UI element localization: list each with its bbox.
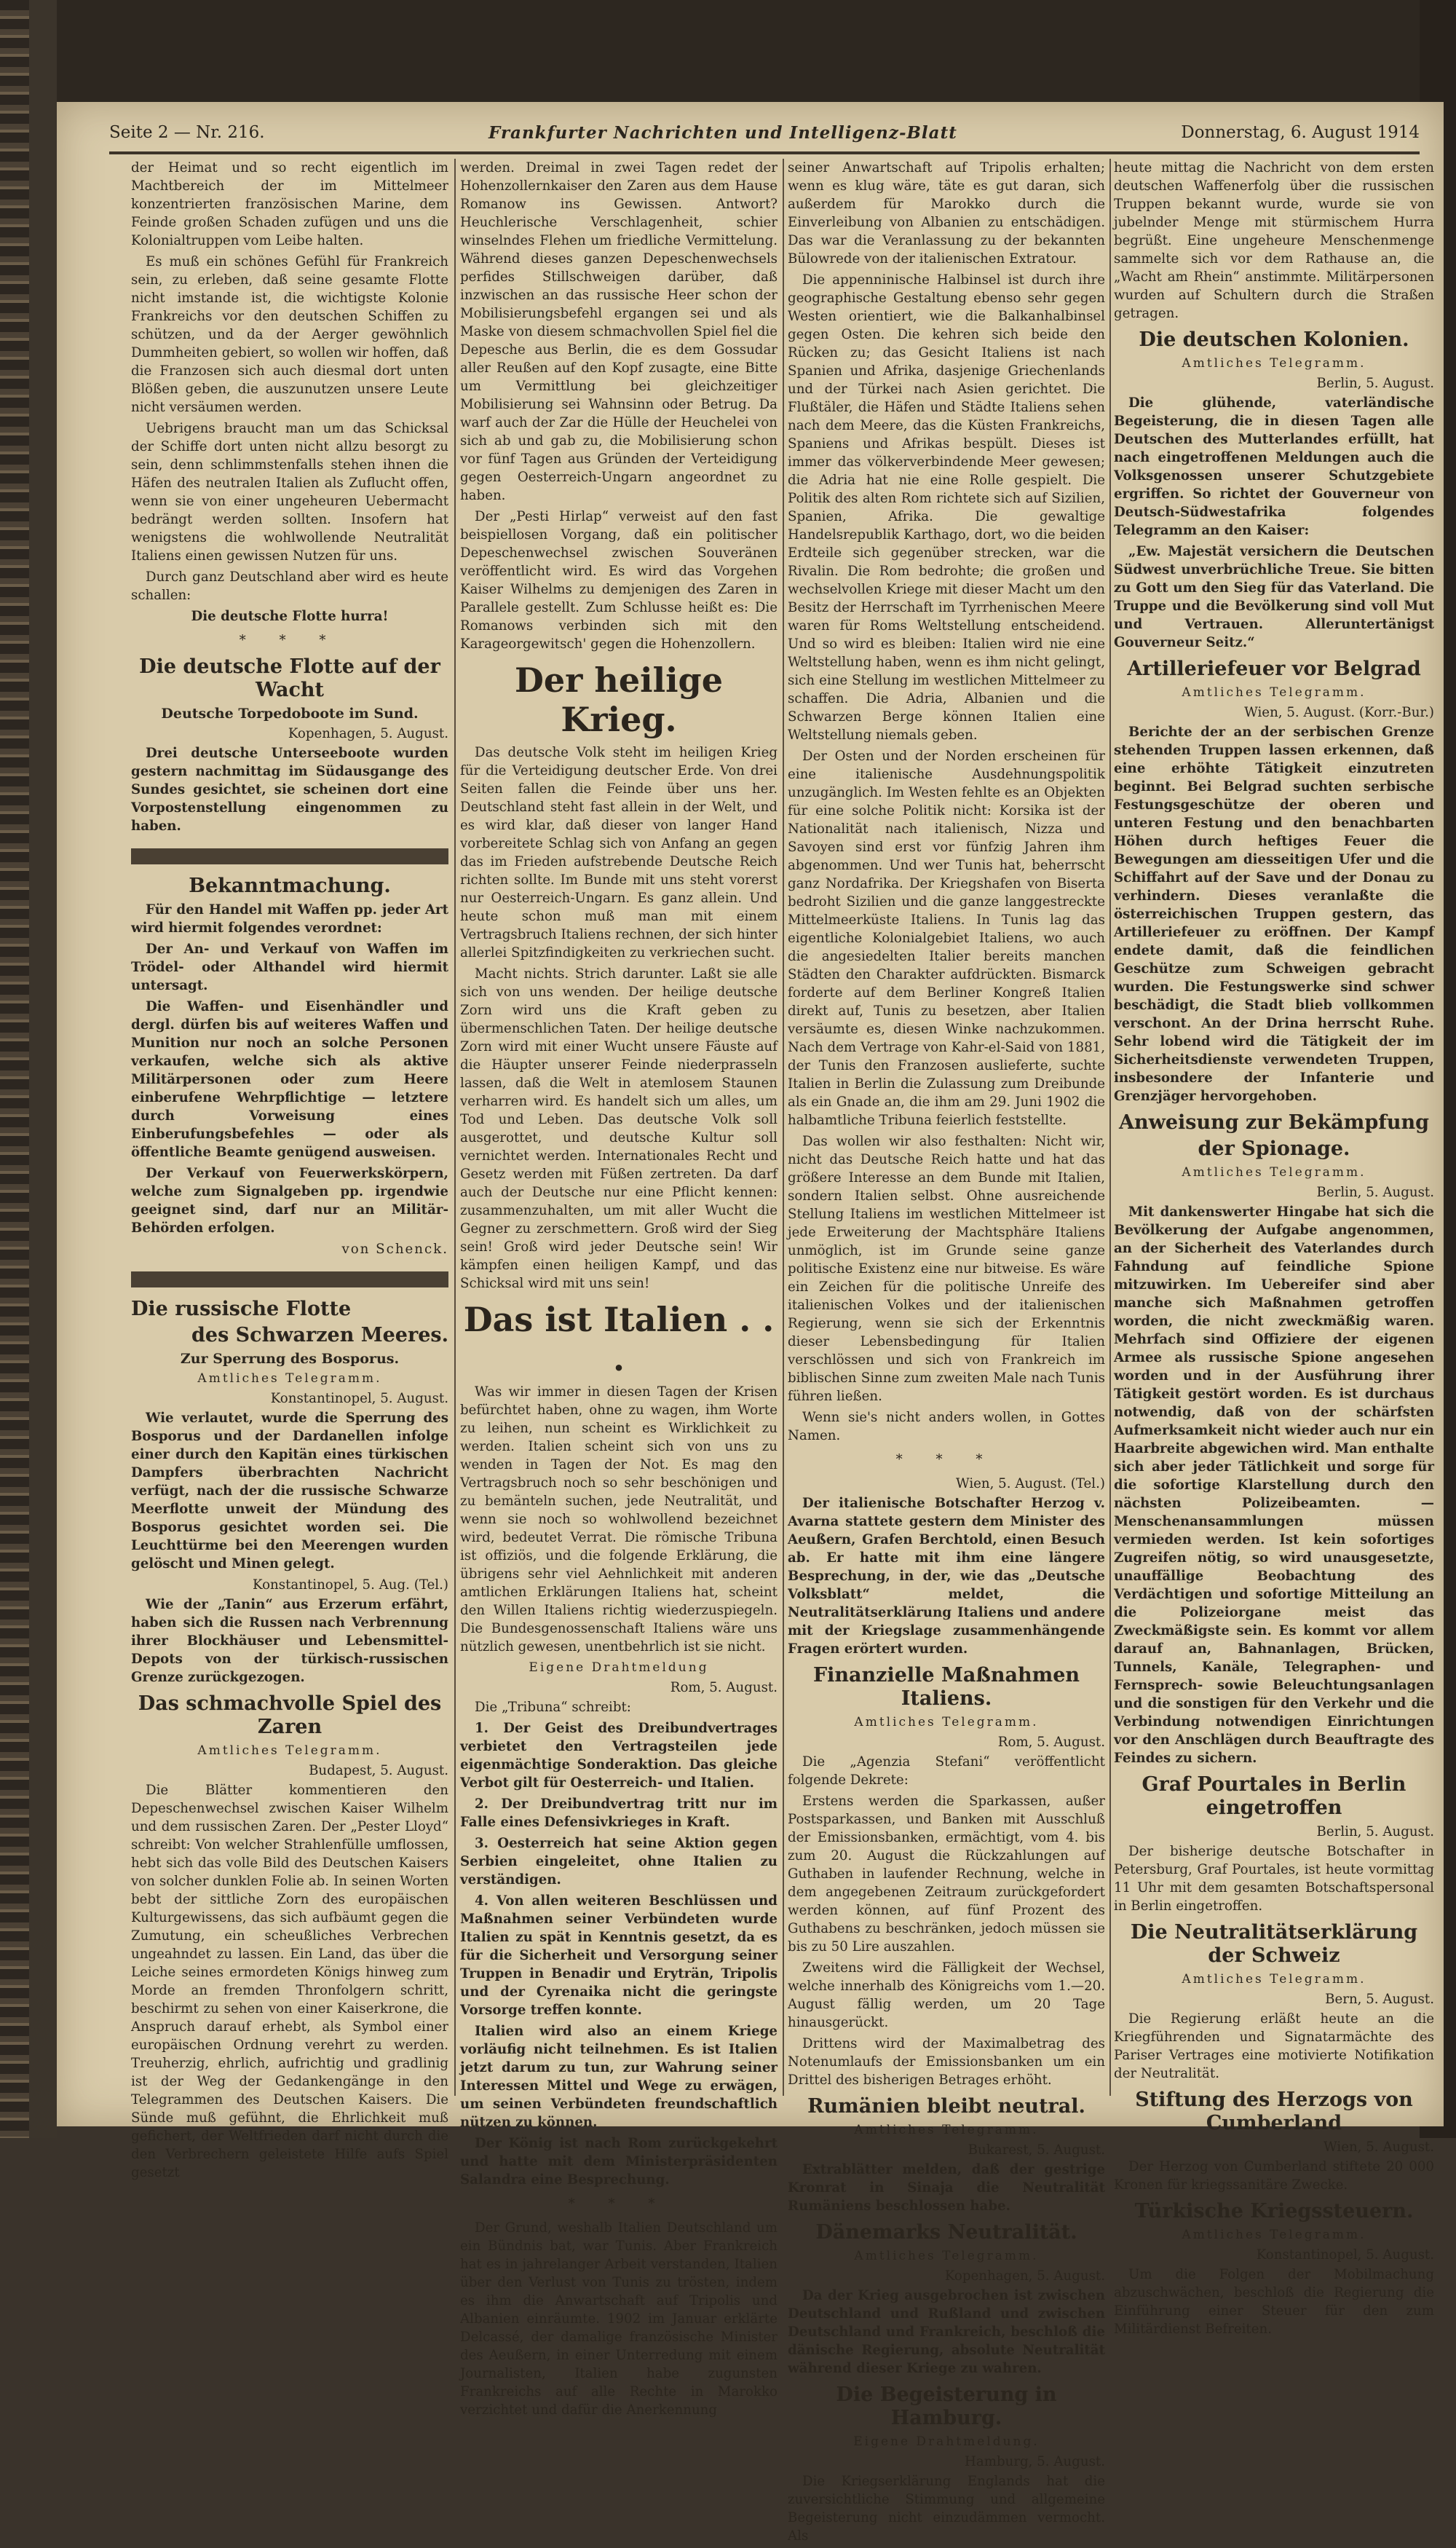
paragraph: Durch ganz Deutschland aber wird es heute schallen: xyxy=(131,569,448,603)
subheadline: Zur Sperrung des Bosporus. xyxy=(180,1351,400,1367)
paragraph: Die Regierung erläßt heute an die Kriegführenden und Signatarmächte des Pariser Vertrages eine motivierte Notifikation der Neutralität. xyxy=(1114,2011,1434,2081)
column-1 xyxy=(131,159,448,2185)
column-divider xyxy=(1109,159,1111,2096)
headline: Der heilige Krieg. xyxy=(515,660,723,739)
paragraph: Die Blätter kommentieren den Depeschenwechsel zwischen Kaiser Wilhelm und dem russischen Zaren. Der „Pester Lloyd“ schreibt: Von welcher Strahlenfülle umflossen, hebt sich das volle Bild des Deutschen Kaisers von solcher dunklen Folie ab. In seinen Worten bebt der sittliche Zorn des europäischen Kulturgewissens, das sich aufbäumt gegen die Zumutung, ein scheußliches Verbrechen ungeahndet zu lassen. Ein Land, das über die Leiche seines ermordeten Königs hinweg zum Morde an fremden Thronfolgern schritt, beschirmt zu sehen von einer Kaiserkrone, die Anspruch darauf erhebt, als Symbol einer europäischen Ordnung verehrt zu werden. Treuherzig, ehrlich, aufrichtig und gradlinig ist der Weg der Gedankengänge in den Telegrammen des Deutschen Kaisers. Die Sünde muß gefühnt, die Ehrlichkeit muß gefichert, der Weltfrieden darf nicht durch die den Verbrechern geleistete Hilfe aufs Spiel gesetzt xyxy=(131,1783,448,2180)
paragraph: Der König ist nach Rom zurückgekehrt und hatte mit dem Ministerpräsidenten Salandra eine Besprechung. xyxy=(460,2136,778,2188)
wire-label: Amtliches Telegramm. xyxy=(854,2123,1039,2137)
headline: Die Begeisterung in Hamburg. xyxy=(836,2383,1057,2429)
paragraph: Für den Handel mit Waffen pp. jeder Art wird hiermit folgendes verordnet: xyxy=(131,902,448,936)
list-item: 4. Von allen weiteren Beschlüssen und Maßnahmen seiner Verbündeten wurde Italien zu spät in Kenntnis gesetzt, da es für die Sicherheit und Versorgung seiner Truppen in Benadir und Eryträn, Tripolis und der Cyrenaika nicht die geringste Vorsorge treffen konnte. xyxy=(460,1893,778,2018)
paragraph: Erstens werden die Sparkassen, außer Postsparkassen, und Banken mit Ausschluß der Emissionsbanken, ermächtigt, vom 4. bis zum 20. August die Rückzahlungen auf Guthaben in laufender Rechnung, welche in dem angegebenen Zeitraum zurückgefordert werden können, auf fünf Prozent des Guthabens zu beschränken, jedoch müssen sie bis zu 50 Lire auszahlen. xyxy=(788,1794,1105,1955)
paragraph: Drittens wird der Maximalbetrag des Notenumlaufs der Emissionsbanken um ein Drittel des bisherigen Betrages erhöht. xyxy=(788,2036,1105,2088)
headline: Türkische Kriegssteuern. xyxy=(1134,2200,1414,2222)
dateline: Bern, 5. August. xyxy=(1325,1992,1434,2007)
paragraph: Der italienische Botschafter Herzog v. Avarna stattete gestern dem Minister des Aeußern, Grafen Berchtold, einen Besuch ab. Er hatte mit ihm eine längere Besprechung, in der, wie das „Deutsche Volksblatt“ meldet, die Neutralitätserklärung Italiens und andere mit der Kriegslage zusammenhängende Fragen erörtert wurden. xyxy=(788,1496,1105,1657)
paragraph: Italien wird also an einem Kriege vorläufig nicht teilnehmen. Es ist Italien jetzt darum zu tun, zur Wahrung seiner Interessen Mittel und Wege zu erwägen, um seinen Verbündeten freundschaftlich nützen zu können. xyxy=(460,2024,778,2130)
section-separator: * * * xyxy=(568,2196,670,2212)
column-2 xyxy=(460,159,778,2422)
paragraph: Berichte der an der serbischen Grenze stehenden Truppen lassen erkennen, daß eine erhöhte Tätigkeit einzutreten beginnt. Bei Belgrad suchten serbische Festungsgeschütze der oberen und unteren Festung und den benachbarten Höhen durch heftiges Feuer die Bewegungen am diesseitigen Ufer und die Schiffahrt auf der Save und der Donau zu verhindern. Dieses veranlaßte die österreichischen Truppen gestern, das Artilleriefeuer zu eröffnen. Der Kampf endete damit, daß die feindlichen Geschütze zum Schweigen gebracht wurden. Die Festungswerke sind schwer beschädigt, die Stadt blieb vollkommen verschont. An der Drina herrscht Ruhe. Sehr lobend wird die Tätigkeit der im Sicherheitsdienste verwendeten Truppen, insbesondere der Infanterie und Grenzjäger hervorgehoben. xyxy=(1114,725,1434,1104)
column-3 xyxy=(788,159,1105,2548)
headline: Das schmachvolle Spiel des Zaren xyxy=(138,1692,442,1738)
dateline: Rom, 5. August. xyxy=(997,1735,1105,1750)
wire-label: Amtliches Telegramm. xyxy=(1182,2228,1366,2242)
paragraph: Der An- und Verkauf von Waffen im Trödel- oder Althandel wird hiermit untersagt. xyxy=(131,942,448,993)
masthead xyxy=(109,117,1420,149)
wire-label: Amtliches Telegramm. xyxy=(854,1715,1039,1729)
dateline: Berlin, 5. August. xyxy=(1316,1185,1434,1200)
section-separator: * * * xyxy=(895,1452,997,1467)
paragraph: Um die Folgen der Mobilmachung abzuschwächen, beschloß die Regierung die Einführung einer Steuer für den zum Militärdienst Befreiten. xyxy=(1114,2267,1434,2337)
headline: Artilleriefeuer vor Belgrad xyxy=(1127,658,1421,680)
headline: Die deutsche Flotte auf der Wacht xyxy=(139,655,440,701)
headline: Rumänien bleibt neutral. xyxy=(807,2095,1085,2118)
dateline: Berlin, 5. August. xyxy=(1316,376,1434,391)
wire-label: Amtliches Telegramm. xyxy=(1182,1165,1366,1180)
paragraph: Der Grund, weshalb Italien Deutschland um ein Bündnis bat, war Tunis. Aber Frankreich hat es in jahrelanger Arbeit verstanden, Italien über den Verlust von Tunis zu trösten, indem es ihm die Anwartschaft auf Tripolis und Albanien einräumte. 1902 im Januar erklärte Delcassé, der damalige französische Minister des Aeußern, in einer Unterredung mit einem Journalisten, Italien habe zugunsten Frankreichs auf alle Rechte in Marokko verzichtet und dafür die Anerkennung xyxy=(460,2220,778,2418)
paragraph: Uebrigens braucht man um das Schicksal der Schiffe dort unten nicht allzu besorgt zu sein, denn schlimmstenfalls stehen ihnen die Häfen des neutralen Italien als Zuflucht offen, wenn sie von einer ungeheuren Uebermacht bedrängt werden sollten. Insofern hat wenigstens die wohlwollende Neutralität Italiens einen gewissen Nutzen für uns. xyxy=(131,421,448,564)
wire-label: Amtliches Telegramm. xyxy=(1182,685,1366,700)
wire-label: Amtliches Telegramm. xyxy=(1182,356,1366,371)
dateline: Wien, 5. August. xyxy=(1324,2139,1434,2155)
wire-label: Eigene Drahtmeldung. xyxy=(853,2434,1040,2449)
list-item: 2. Der Dreibundvertrag tritt nur im Falle eines Defensivkrieges in Kraft. xyxy=(460,1796,778,1830)
headline: Die russische Flotte xyxy=(131,1298,352,1320)
paragraph: Drei deutsche Unterseeboote wurden gestern nachmittag im Südausgange des Sundes gesichtet, sie scheinen dort eine Vorpostenstellung eingenommen zu haben. xyxy=(131,746,448,834)
headline: Finanzielle Maßnahmen Italiens. xyxy=(812,1664,1080,1710)
paragraph: Das wollen wir also festhalten: Nicht wir, nicht das Deutsche Reich hatte und hat das größere Interesse an dem Bunde mit Italien, sondern Italien selbst. Ohne ausreichende Stellung Italiens im westlichen Mittelmeer ist jede Erweiterung der Machtsphäre Italiens unmöglich, ist im Grunde seine ganze politische Existenz eine nur bitweise. Es wäre ein Zeichen für die politische Unreife des italienischen Volkes und der italienischen Regierung, wenn sie sich der Erkenntnis dieser Lebensbedingung für Italien verschlössen und sich von Frankreich im biblischen Sinne zum zweiten Male nach Tunis führen ließen. xyxy=(788,1134,1105,1404)
paragraph: werden. Dreimal in zwei Tagen redet der Hohenzollernkaiser den Zaren aus dem Hause Romanow ins Gewissen. Antwort? Heuchlerische Verschlagenheit, schier winselndes Flehen um friedliche Vermittelung. Während dieses ganzen Depeschenwechsels perfides Stillschweigen darüber, daß inzwischen an das russische Heer schon der Mobilisierungsbefehl ergangen sei und als Maske von diesem schmachvollen Spiel fiel die Depesche aus Berlin, die es dem Gossudar aller Reußen auf den Kopf zusagte, eine Bitte um Vermittlung bei gleichzeitiger Mobilisierung sei Wahnsinn oder Betrug. Da warf auch der Zar die Hülle der Heuchelei von sich ab und gab zu, die Mobilisierung schon vor fünf Tagen aus Gründen der Verteidigung gegen Oesterreich-Ungarn angeordnet zu haben. xyxy=(460,160,778,503)
headline: Bekanntmachung. xyxy=(189,875,391,897)
dateline: Budapest, 5. August. xyxy=(309,1763,448,1778)
paragraph: Extrablätter melden, daß der gestrige Kronrat in Sinaja die Neutralität Rumäniens beschlossen habe. xyxy=(788,2162,1105,2214)
headline: Dänemarks Neutralität. xyxy=(815,2221,1077,2244)
headline: der Spionage. xyxy=(1198,1137,1350,1160)
headline: des Schwarzen Meeres. xyxy=(191,1324,448,1346)
list-item: 3. Oesterreich hat seine Aktion gegen Serbien eingeleitet, ohne Italien zu verständigen. xyxy=(460,1836,778,1888)
wire-label: Amtliches Telegramm. xyxy=(1182,1972,1366,1987)
column-divider xyxy=(783,159,784,2096)
dateline: Konstantinopel, 5. Aug. (Tel.) xyxy=(253,1577,448,1593)
issue-date: Donnerstag, 6. August 1914 xyxy=(1181,123,1420,142)
dateline: Konstantinopel, 5. August. xyxy=(1256,2247,1434,2263)
column-divider xyxy=(454,159,456,2096)
paragraph: der Heimat und so recht eigentlich im Machtbereich der im Mittelmeer konzentrierten französischen Marine, dem Feinde großen Schaden zufügen und uns die Kolonialtruppen vom Leibe halten. xyxy=(131,160,448,248)
wire-label: Amtliches Telegramm. xyxy=(197,1743,382,1758)
dateline: Bukarest, 5. August. xyxy=(968,2142,1105,2158)
paragraph: Die „Agenzia Stefani“ veröffentlicht folgende Dekrete: xyxy=(788,1754,1105,1788)
dateline: Wien, 5. August. (Korr.-Bur.) xyxy=(1244,705,1434,720)
section-separator: * * * xyxy=(239,633,341,648)
page-number: Seite 2 — Nr. 216. xyxy=(109,123,265,142)
wire-label: Amtliches Telegramm. xyxy=(197,1371,382,1386)
paragraph: Wenn sie's nicht anders wollen, in Gottes Namen. xyxy=(788,1410,1105,1443)
headline: Die Neutralitätserklärung der Schweiz xyxy=(1130,1921,1418,1967)
dateline: Hamburg, 5. August. xyxy=(965,2454,1105,2469)
paragraph: Die glühende, vaterländische Begeisterung, die in diesen Tagen alle Deutschen des Mutterlandes erfüllt, hat nach eingetroffenen Meldungen auch die Volksgenossen unserer Schutzgebiete ergriffen. So richtet der Gouverneur von Deutsch-Südwestafrika folgendes Telegramm an den Kaiser: xyxy=(1114,395,1434,538)
paragraph: Die Waffen- und Eisenhändler und dergl. dürfen bis auf weiteres Waffen und Munition nur noch an solche Personen verkaufen, welche sich als aktive Militärpersonen oder zum Heere einberufene Wehrpflichtige — letztere durch Vorweisung eines Einberufungsbefehles — oder als öffentliche Beamte genügend ausweisen. xyxy=(131,999,448,1160)
list-item: 1. Der Geist des Dreibundvertrages verbietet den Vertragsteilen jede eigenmächtige Sonderaktion. Das gleiche Verbot gilt für Oesterreich- und Italien. xyxy=(460,1721,778,1791)
headline: Die deutschen Kolonien. xyxy=(1139,328,1409,351)
paragraph: Das deutsche Volk steht im heiligen Krieg für die Verteidigung deutscher Erde. Von drei Seiten fallen die Feinde über uns her. Deutschland steht fast allein in der Welt, und es wird klar, daß dieser von langer Hand vorbereitete Schlag sich von Anfang an gegen das im Frieden aufstrebende Deutsche Reich richten sollte. Im Bunde mit uns steht vorerst nur Oesterreich-Ungarn. Es ganz allein. Und heute schon muß man mit einem Vertragsbruch Italiens rechnen, der sich hinter allerlei Spitzfindigkeiten zu verkriechen sucht. xyxy=(460,745,778,961)
paragraph: Die appenninische Halbinsel ist durch ihre geographische Gestaltung ebenso sehr gegen Westen orientiert, wie die Balkanhalbinsel gegen Osten. Die kehren sich beide den Rücken zu; das Gesicht Italiens ist nach Spanien und Afrika, dasjenige Griechenlands und der Türkei nach Asien gerichtet. Die Flußtäler, die Häfen und Städte Italiens sehen nach dem Meere, das die Küsten Frankreichs, Spaniens und Afrikas bespült. Dieses ist immer das völkerverbindende Meer gewesen; die Adria hat nie eine Rolle gespielt. Die Politik des alten Rom richtete sich auf Sizilien, Spanien, Afrika. Die gewaltige Handelsrepublik Karthago, dort, wo die beiden Erdteile sich gegenüber strecken, war die Rivalin. Die Rom bedrohte; die großen und wechselvollen Kriege mit dieser Macht um den Besitz der Herrschaft im Tyrrhenischen Meere waren für Roms Weltstellung entscheidend. Und so wird es bleiben: Italien wird nie eine Weltstellung haben, wenn es ihm nicht gelingt, sich eine Stellung im westlichen Mittelmeer zu schaffen. Die Adria, Albanien und die Schwarzen Berge können Italien eine Weltstellung niemals geben. xyxy=(788,272,1105,743)
paragraph: Der Herzog von Cumberland stiftete 20 000 Kronen für kriegssanitäre Zwecke. xyxy=(1114,2159,1434,2193)
paragraph: Zweitens wird die Fälligkeit der Wechsel, welche innerhalb des Königreichs vom 1.—20. August fällig werden, um 20 Tage hinausgerückt. xyxy=(788,1960,1105,2030)
dateline: Wien, 5. August. (Tel.) xyxy=(955,1476,1105,1491)
dateline: Berlin, 5. August. xyxy=(1316,1824,1434,1839)
headline: Das ist Italien . . . xyxy=(463,1300,775,1378)
column-4 xyxy=(1114,159,1434,2341)
dateline: Rom, 5. August. xyxy=(670,1680,778,1695)
paragraph: Die Kriegserklärung Englands hat die zuversichtliche Stimmung und allgemeine Begeisterung nicht einzudämmen vermocht. Als xyxy=(788,2474,1105,2544)
black-rule xyxy=(131,1271,448,1287)
subheadline: Deutsche Torpedoboote im Sund. xyxy=(161,706,419,722)
dateline: Konstantinopel, 5. August. xyxy=(270,1391,448,1406)
signature: von Schenck. xyxy=(341,1242,448,1257)
paragraph: Was wir immer in diesen Tagen der Krisen befürchtet haben, ohne zu wagen, ihm Worte zu leihen, nun scheint es Wirklichkeit zu werden. Italien scheint sich von uns zu wenden in Tagen der Not. Es mag den Vertragsbruch noch so sehr beschönigen und zu bemänteln suchen, jede Neutralität, und wenn sie noch so wohlwollend bezeichnet wird, bedeutet Verrat. Die römische Tribuna ist offiziös, und die folgende Erklärung, die übrigens sehr viel Aehnlichkeit mit anderen amtlichen Erklärungen Italiens hat, scheint den Willen Italiens richtig wiederzuspiegeln. Die Bundesgenossenschaft Italiens wäre uns nützlich gewesen, unentbehrlich ist sie nicht. xyxy=(460,1384,778,1654)
paragraph: seiner Anwartschaft auf Tripolis erhalten; wenn es klug wäre, täte es gut daran, sich außerdem für Marokko durch die Einverleibung von Albanien zu entschädigen. Das war die Veranlassung zu der bekannten Bülowrede von der italienischen Extratour. xyxy=(788,160,1105,267)
dateline: Kopenhagen, 5. August. xyxy=(944,2268,1105,2284)
wire-label: Eigene Drahtmeldung xyxy=(529,1660,709,1675)
paragraph: „Ew. Majestät versichern die Deutschen Südwest unverbrüchliche Treue. Sie bitten zu Gott um den Sieg für das Vaterland. Die Truppe und die Bevölkerung sind voll Mut und Vertrauen. Alleruntertänigst Gouverneur Seitz.“ xyxy=(1114,544,1434,650)
scan-top-edge xyxy=(0,0,1456,102)
paragraph: Da der Krieg ausgebrochen ist zwischen Deutschland und Rußland und zwischen Deutschland und Frankreich, beschloß die dänische Regierung, absolute Neutralität während dieser Kriege zu wahren. xyxy=(788,2288,1105,2376)
paragraph: Wie der „Tanin“ aus Erzerum erfährt, haben sich die Russen nach Verbrennung ihrer Blockhäuser und Lebensmittel-Depots von der türkisch-russischen Grenze zurückgezogen. xyxy=(131,1597,448,1685)
paragraph: Mit dankenswerter Hingabe hat sich die Bevölkerung der Aufgabe angenommen, an der Sicherheit des Vaterlandes durch Fahndung auf feindliche Spione mitzuwirken. Im Uebereifer sind aber manche sich Maßnahmen getroffen worden, die nicht zweckmäßig waren. Mehrfach sind Offiziere der eigenen Armee als russische Spione angesehen worden und in der Ausführung ihrer Tätigkeit gestört worden. Es ist durchaus notwendig, daß von der schärfsten Aufmerksamkeit nicht wieder auch nur ein Haarbreite abgewichen wird. Man enthalte sich aber jeder Tätlichkeit und sorge für die sofortige Klarstellung durch den nächsten Polizeibeamten. — Menschenansammlungen müssen vermieden werden. Ist kein sofortiges Zugreifen nötig, so wird unausgesetzte, unauffällige Beobachtung des Verdächtigen und sofortige Mitteilung an die Polizeiorgane meist das Zweckmäßigste sein. Es kommt vor allem darauf an, Bahnanlagen, Brücken, Tunnels, Kanäle, Telegraphen- und Fernsprech- sowie Beleuchtungsanlagen und die sonstigen für den Verkehr und die Verbindung notwendigen Einrichtungen vor den Anschlägen durch Beauftragte des Feindes zu sichern. xyxy=(1114,1204,1434,1766)
paragraph: heute mittag die Nachricht von dem ersten deutschen Waffenerfolg über die russischen Truppen bekannt wurde, wurde sie von jubelnder Menge mit stürmischem Hurra begrüßt. Eine ungeheure Menschenmenge sammelte sich vor dem Rathause an, die „Wacht am Rhein“ anstimmte. Militärpersonen wurden auf Schultern durch die Straßen getragen. xyxy=(1114,160,1434,321)
paragraph: Der Verkauf von Feuerwerkskörpern, welche zum Signalgeben pp. irgendwie geeignet sind, darf nur an Militär-Behörden erfolgen. xyxy=(131,1166,448,1236)
newspaper-title: Frankfurter Nachrichten und Intelligenz-Blatt xyxy=(488,122,957,143)
headline: Anweisung zur Bekämpfung xyxy=(1119,1111,1429,1134)
paragraph: Der „Pesti Hirlap“ verweist auf den fast beispiellosen Vorgang, daß ein politischer Depeschenwechsel zwischen Souveränen veröffentlicht wird. Es wird das Vorgehen Kaiser Wilhelms zu demjenigen des Zaren in Parallele gestellt. Zum Schlusse heißt es: Die Romanows verbinden sich mit den Karageorgewitsch' gegen die Hohenzollern. xyxy=(460,509,778,652)
headline: Graf Pourtales in Berlin eingetroffen xyxy=(1142,1773,1406,1819)
paragraph: Die „Tribuna“ schreibt: xyxy=(475,1700,631,1715)
paragraph: Es muß ein schönes Gefühl für Frankreich sein, zu erleben, daß seine gesamte Flotte nicht imstande ist, die wichtigste Kolonie Frankreichs vor den deutschen Schiffen zu schützen, und da der Aerger gewöhnlich Dummheiten gebiert, so wollen wir hoffen, daß die Franzosen sich auch diesmal dort unten Blößen geben, die auszunutzen unsere Leute nicht versäumen werden. xyxy=(131,254,448,415)
paragraph: Der bisherige deutsche Botschafter in Petersburg, Graf Pourtales, ist heute vormittag 11 Uhr mit dem gesamten Botschaftspersonal in Berlin eingetroffen. xyxy=(1114,1844,1434,1914)
dateline: Kopenhagen, 5. August. xyxy=(288,726,448,741)
paragraph: Wie verlautet, wurde die Sperrung des Bosporus und der Dardanellen infolge einer durch den Kapitän eines türkischen Dampfers überbrachten Nachricht verfügt, nach der die russische Schwarze Meerflotte unweit der Mündung des Bosporus gesichtet worden sei. Die Leuchttürme bei den Meerengen wurden gelöscht und Minen gelegt. xyxy=(131,1411,448,1571)
headline: Stiftung des Herzogs von Cumberland xyxy=(1135,2089,1413,2134)
book-binding-inner xyxy=(29,0,57,2138)
paragraph: Macht nichts. Strich darunter. Laßt sie alle sich von uns wenden. Der heilige deutsche Zorn wird uns die Kraft geben zu übermenschlichen Taten. Der heilige deutsche Zorn wird mit einer Wucht unsere Fäuste auf die Häupter unserer Feinde niederprasseln lassen, daß die Welt in atemlosem Staunen verharren wird. Es handelt sich um alles, um Tod und Leben. Das deutsche Volk soll ausgerottet, und deutsche Kultur soll vernichtet werden. Internationales Recht und Gesetz werden mit Füßen zertreten. Da darf auch der Deutsche nur eine Pflicht kennen: zusammenzuhalten, um mit aller Wucht die Gegner zu zerschmettern. Groß wird der Sieg sein! Groß wird jeder Deutsche sein! Wir kämpfen einen heiligen Kampf, und das Schicksal wird mit uns sein! xyxy=(460,966,778,1291)
masthead-rule xyxy=(109,151,1420,154)
paragraph: Der Osten und der Norden erscheinen für eine italienische Ausdehnungspolitik unzugänglich. Im Westen fehlte es an Objekten für eine solche Politik nicht: Korsika ist der Nationalität nach italienisch, Nizza und Savoyen sind erst vor fünfzig Jahren ihm abgenommen. Und wer Tunis hat, beherrscht ganz Nordafrika. Der Kriegshafen von Biserta bedroht Sizilien und die ganze langgestreckte Mittelmeerküste Italiens. In Tunis lag das eigentliche Kolonialgebiet Italiens, wo auch die angesiedelten Italier bereits manchen Städten den Charakter aufdrückten. Bismarck forderte auf dem Berliner Kongreß Italien direkt auf, Tunis zu besetzen, aber Italien versäumte es, diesen Winke nachzukommen. Nach dem Vertrage von Kahr-el-Said von 1881, der Tunis den Franzosen auslieferte, suchte Italien in Berlin die Zulassung zum Dreibunde als ein Gnade an, die ihm am 29. Juni 1902 die halbamtliche Tribuna feierlich feststellte. xyxy=(788,749,1105,1128)
wire-label: Amtliches Telegramm. xyxy=(854,2249,1039,2263)
cheer-line: Die deutsche Flotte hurra! xyxy=(191,609,389,624)
black-rule xyxy=(131,848,448,864)
